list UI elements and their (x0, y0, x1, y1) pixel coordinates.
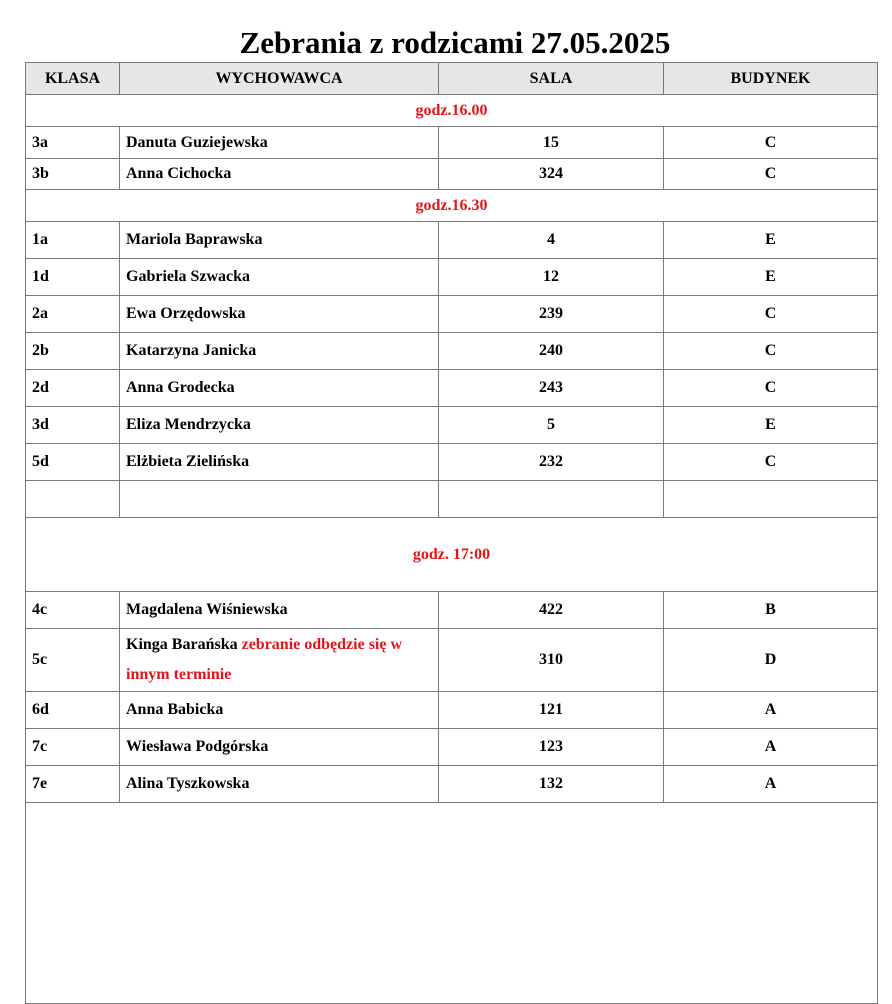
table-row (26, 766, 878, 803)
klasa-cell: 1a (26, 222, 120, 259)
wychowawca-cell: Anna Babicka (120, 692, 439, 729)
klasa-cell: 3d (26, 407, 120, 444)
sala-cell: 422 (439, 592, 664, 629)
klasa-cell: 2b (26, 333, 120, 370)
klasa-cell: 3a (26, 127, 120, 159)
wychowawca-cell: Danuta Guziejewska (120, 127, 439, 159)
teacher-name: Kinga Barańska (126, 636, 238, 653)
budynek-cell: A (664, 766, 878, 803)
budynek-cell: E (664, 407, 878, 444)
sala-cell: 5 (439, 407, 664, 444)
budynek-cell: C (664, 127, 878, 159)
wychowawca-cell: Eliza Mendrzycka (120, 407, 439, 444)
wychowawca-cell: Magdalena Wiśniewska (120, 592, 439, 629)
budynek-cell: C (664, 159, 878, 190)
sala-cell: 121 (439, 692, 664, 729)
budynek-cell: E (664, 259, 878, 296)
table-row (26, 407, 878, 444)
time-label: godz.16.30 (26, 190, 878, 222)
header-row (26, 63, 878, 95)
sala-cell: 123 (439, 729, 664, 766)
table-row (26, 222, 878, 259)
table-row (26, 159, 878, 190)
header-wychowawca: WYCHOWAWCA (120, 63, 439, 95)
table-row (26, 259, 878, 296)
header-budynek: BUDYNEK (664, 63, 878, 95)
page-title: Zebrania z rodzicami 27.05.2025 (239, 25, 671, 60)
klasa-cell: 7e (26, 766, 120, 803)
table-row (26, 444, 878, 481)
empty-cell (26, 481, 120, 518)
wychowawca-cell: Mariola Baprawska (120, 222, 439, 259)
empty-cell (439, 481, 664, 518)
empty-cell (120, 481, 439, 518)
wychowawca-cell: Ewa Orzędowska (120, 296, 439, 333)
time-label: godz. 17:00 (26, 518, 878, 592)
sala-cell: 232 (439, 444, 664, 481)
klasa-cell: 1d (26, 259, 120, 296)
klasa-cell: 2a (26, 296, 120, 333)
table-row (26, 729, 878, 766)
wychowawca-cell: Wiesława Podgórska (120, 729, 439, 766)
sala-cell: 310 (439, 629, 664, 692)
empty-cell (26, 803, 878, 1004)
time-row (26, 95, 878, 127)
sala-cell: 4 (439, 222, 664, 259)
budynek-cell: C (664, 333, 878, 370)
klasa-cell: 7c (26, 729, 120, 766)
time-label: godz.16.00 (26, 95, 878, 127)
sala-cell: 15 (439, 127, 664, 159)
budynek-cell: A (664, 692, 878, 729)
wychowawca-cell (120, 629, 439, 692)
sala-cell: 240 (439, 333, 664, 370)
table-row (26, 127, 878, 159)
table-row (26, 592, 878, 629)
budynek-cell: B (664, 592, 878, 629)
budynek-cell: A (664, 729, 878, 766)
wychowawca-cell: Gabriela Szwacka (120, 259, 439, 296)
header-sala: SALA (439, 63, 664, 95)
time-row (26, 518, 878, 592)
schedule-table (25, 62, 878, 1004)
sala-cell: 239 (439, 296, 664, 333)
rescheduled-note: zebranie odbędzie się w innym terminie (126, 636, 403, 683)
empty-row (26, 481, 878, 518)
empty-row (26, 803, 878, 1004)
time-row (26, 190, 878, 222)
wychowawca-cell: Alina Tyszkowska (120, 766, 439, 803)
klasa-cell: 6d (26, 692, 120, 729)
table-row (26, 629, 878, 692)
wychowawca-cell: Katarzyna Janicka (120, 333, 439, 370)
sala-cell: 12 (439, 259, 664, 296)
budynek-cell: C (664, 296, 878, 333)
wychowawca-cell: Elżbieta Zielińska (120, 444, 439, 481)
budynek-cell: C (664, 370, 878, 407)
budynek-cell: D (664, 629, 878, 692)
table-row (26, 333, 878, 370)
klasa-cell: 5d (26, 444, 120, 481)
klasa-cell: 3b (26, 159, 120, 190)
table-row (26, 692, 878, 729)
table-row (26, 370, 878, 407)
empty-cell (664, 481, 878, 518)
budynek-cell: C (664, 444, 878, 481)
sala-cell: 324 (439, 159, 664, 190)
klasa-cell: 5c (26, 629, 120, 692)
wychowawca-cell: Anna Cichocka (120, 159, 439, 190)
wychowawca-cell: Anna Grodecka (120, 370, 439, 407)
header-klasa: KLASA (26, 63, 120, 95)
sala-cell: 243 (439, 370, 664, 407)
table-row (26, 296, 878, 333)
budynek-cell: E (664, 222, 878, 259)
klasa-cell: 4c (26, 592, 120, 629)
klasa-cell: 2d (26, 370, 120, 407)
sala-cell: 132 (439, 766, 664, 803)
